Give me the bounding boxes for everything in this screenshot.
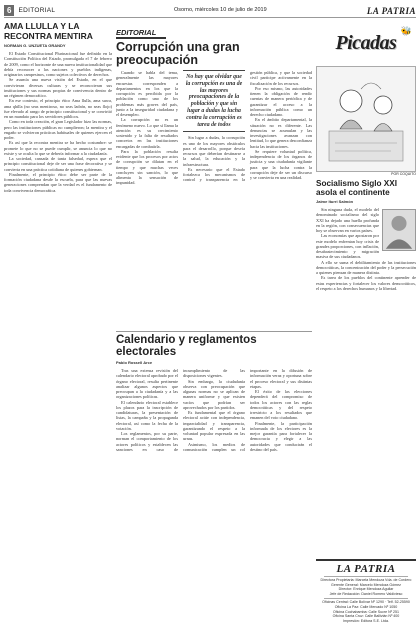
left-article-byline: NORMAN G. UNZUETA GRANDY bbox=[4, 43, 66, 48]
portrait-icon bbox=[383, 209, 415, 250]
paragraph: El Estado Constitucional Plurinacional fue definido en la Constitución Política del Estado, promulgada el 7 de febrero de 2009, como el horizonte de una nueva institucionalidad que debía reconocer a las naciones y pueblos indígenas, originarios campesinos, como sujetos colectivos de derechos. bbox=[4, 51, 112, 77]
masthead-line: Oficina La Paz: Calle Mercado Nº 1050 bbox=[334, 604, 398, 609]
paragraph: En ese contexto, el principio ético Ama llulla, ama suwa, ama qhilla (no seas mentiroso, no seas ladrón, no seas flojo) fue elevado al rango de principio constitucional y se convirtió en un mandato para los servidores públicos. bbox=[4, 98, 112, 119]
paragraph: Es tarea de los pueblos del continente aprender de estas experiencias y fortalecer los valores democráticos, el respeto a los derechos humanos y la libertad. bbox=[316, 275, 416, 291]
paragraph: Cuando se habla del tema, generalmente las mayores encuestas corresponden a departamentos en los que la corrupción es percibida por la población como uno de los problemas más graves del país, junto a la inseguridad ciudadana y el desempleo. bbox=[116, 70, 178, 117]
second-article-byline: Pablo Rossell Arce bbox=[116, 360, 153, 365]
paragraph: El calendario electoral establece los plazos para la inscripción de candidaturas, la presentación de listas, la campaña y la propaganda electoral, así como la fecha de la votación. bbox=[116, 399, 178, 431]
brand-logo: LA PATRIA bbox=[366, 5, 416, 16]
editorial-cartoon bbox=[316, 66, 416, 172]
picadas-header bbox=[316, 22, 416, 64]
paragraph: Es fundamental que el órgano electoral actúe con independencia, imparcialidad y transparencia, garantizando el respeto a la voluntad popular expresada en las urnas. bbox=[183, 410, 245, 442]
right-article-body bbox=[316, 207, 416, 417]
masthead-line: Oficina Cochabamba: Calle Sucre Nº 251 bbox=[332, 609, 400, 614]
paragraph: Sin ninguna duda, el modelo del denominado socialismo del siglo XXI ha dejado una huella profunda en la región, con consecuencias que hoy se observan en varios países. bbox=[316, 207, 379, 233]
paragraph: El éxito de las elecciones dependerá del compromiso de todos los actores con las reglas democráticas y del respeto irrestricto a los resultados que emanen del voto ciudadano. bbox=[250, 389, 312, 421]
paragraph: Para la población resulta evidente que los procesos por actos de corrupción se dilatan en el tiempo y que muchas veces concluyen sin sanción, lo que alimenta la sensación de impunidad. bbox=[116, 148, 178, 186]
editorial-title: Corrupción una gran preocupación bbox=[116, 40, 240, 67]
paragraph: La sociedad, cansada de tanta falsedad, espera que el principio constitucional deje de ser una frase decorativa y se convierta en una práctica cotidiana de quienes gobiernan. bbox=[4, 156, 112, 172]
paragraph: Las economías que apostaron por este modelo enfrentan hoy crisis de grandes proporciones, con inflación, desabastecimiento y migración masiva de sus ciudadanos. bbox=[316, 233, 379, 260]
masthead-line: Jefe de Redacción: Daniel Romero Valdivieso bbox=[329, 592, 403, 597]
masthead-line: Director: Enrique Mendoza Aguilar bbox=[338, 587, 394, 592]
left-article-title: AMA LLULLA Y LA RECONTRA MENTIRA bbox=[4, 21, 93, 41]
paragraph: Es necesario que el Estado fortalezca los mecanismos de control y transparencia en la gestión pública, y que la sociedad civil participe activamente en la fiscalización de los recursos. bbox=[183, 70, 312, 183]
left-article-body bbox=[4, 51, 112, 193]
masthead bbox=[316, 559, 416, 624]
middle-column bbox=[116, 22, 312, 624]
cartoon-drawing-icon bbox=[321, 71, 411, 167]
paragraph: Se asumía una nueva visión del Estado, en el que convivieran diversas culturas y se reconocieran sus instituciones y sus normas propias de convivencia dentro de un régimen democrático. bbox=[4, 77, 112, 98]
paragraph: Se requiere voluntad política, independencia de los órganos de justicia y una ciudadanía vigilante para que la lucha contra la corrupción deje de ser un discurso y se convierta en una realidad. bbox=[250, 148, 312, 180]
author-photo bbox=[382, 209, 416, 251]
left-column bbox=[4, 22, 112, 624]
paragraph: Tras una extensa revisión del calendario electoral aprobado por el órgano electoral, resulta pertinente analizar algunos aspectos que preocupan a la ciudadanía y a las organizaciones políticas. bbox=[116, 368, 178, 400]
paragraph: Los reglamentos, por su parte, norman el comportamiento de los actores políticos y establecen las sanciones en caso de incumplimiento de las disposiciones vigentes. bbox=[116, 368, 245, 452]
paragraph: Finalmente, el principio ético debe ser parte de la formación ciudadana desde la escuela, para que las nuevas generaciones comprendan que la verdad es el fundamento de toda convivencia democrática. bbox=[4, 171, 112, 193]
editorial-body bbox=[116, 70, 312, 328]
masthead-line: Impresión: Editora S.E. Ltda. bbox=[343, 619, 389, 624]
right-article-title: Socialismo Siglo XXI asola el continente bbox=[316, 179, 397, 197]
paragraph: Como en toda creación, el gran Legislador hizo las normas, pero las instituciones públicas no cumplieron; la mentira y el engaño se volvieron prácticas habituales de quienes ejercen el poder. bbox=[4, 119, 112, 140]
masthead-line: Directora Propietaria: Marcela Mendoza Vda. de Cordero bbox=[320, 577, 412, 582]
divider bbox=[324, 576, 408, 577]
section-label: EDITORIAL bbox=[18, 7, 56, 14]
paragraph: A ello se suma el debilitamiento de las instituciones democráticas, la concentración del poder y la persecución a quienes piensan de manera distinta. bbox=[316, 259, 416, 275]
paragraph: Asimismo, los medios de comunicación cumplen un rol importante en la difusión de información veraz y oportuna sobre el proceso electoral y sus distintas etapas. bbox=[183, 368, 312, 452]
masthead-line: Oficina Santa Cruz: Calle Ballivián Nº 400 bbox=[332, 614, 400, 619]
paragraph: Por eso mismo, las autoridades tienen la obligación de rendir cuentas de manera periódica y de garantizar el acceso a la información pública como un derecho ciudadano. bbox=[250, 85, 312, 117]
right-column bbox=[316, 22, 416, 624]
right-article-byline: Jaime Iturri Salmón bbox=[316, 199, 354, 204]
editorial-pullquote: No hay que olvidar que la corrupción es una de las mayores preocupaciones de la población y que sin lugar a dudas la lucha contra la corrupción es tarea de todos bbox=[183, 70, 245, 132]
bee-icon: 🐝 bbox=[400, 26, 412, 36]
paragraph: Finalmente, la participación informada de los electores es la mejor garantía para fortalecer la democracia y elegir a las autoridades que conducirán el destino del país. bbox=[250, 420, 312, 452]
masthead-line: Oficinas Central: Calle Bolívar Nº 1290 · Telf. 52-25590 bbox=[322, 600, 410, 605]
paragraph: Sin lugar a dudas, la corrupción es uno de los mayores obstáculos para el desarrollo, porque desvía recursos que deberían destinarse a la salud, la educación y la infraestructura. bbox=[183, 135, 245, 167]
paragraph: La corrupción no es un fenómeno nuevo. Lo que sí llama la atención es su crecimiento sostenido y la falta de resultados concretos en las instituciones encargadas de combatirla. bbox=[116, 117, 178, 149]
editorial-label: EDITORIAL bbox=[116, 28, 166, 39]
picadas-title: Picadas bbox=[335, 31, 397, 54]
paragraph: Sin embargo, la ciudadanía observa con preocupación que algunas normas no se aplican de manera uniforme y que existen vacíos que podrían ser aprovechados por los partidos. bbox=[183, 378, 245, 410]
page-header bbox=[4, 4, 416, 18]
paragraph: En el ámbito departamental, la situación no es diferente. Las denuncias se acumulan y las investigaciones avanzan con lentitud, lo que genera desconfianza hacia las instituciones. bbox=[250, 117, 312, 149]
masthead-title: LA PATRIA bbox=[336, 562, 396, 575]
divider bbox=[324, 598, 408, 599]
second-article-title: Calendario y reglamentos electorales bbox=[116, 331, 312, 358]
page-number: 6 bbox=[4, 5, 14, 16]
paragraph: Es así que la recontra mentira se ha hecho costumbre: se promete lo que no se puede cumplir, se anuncia lo que no existe y se oculta lo que se debería informar a la ciudadanía. bbox=[4, 140, 112, 156]
dateline: Osorno, miércoles 10 de julio de 2019 bbox=[174, 7, 267, 13]
second-article-body bbox=[116, 368, 312, 630]
cartoon-credit: POR COQUITO bbox=[391, 172, 416, 176]
masthead-line: Gerente General: Marcelo Mendoza Gómez bbox=[331, 582, 401, 587]
